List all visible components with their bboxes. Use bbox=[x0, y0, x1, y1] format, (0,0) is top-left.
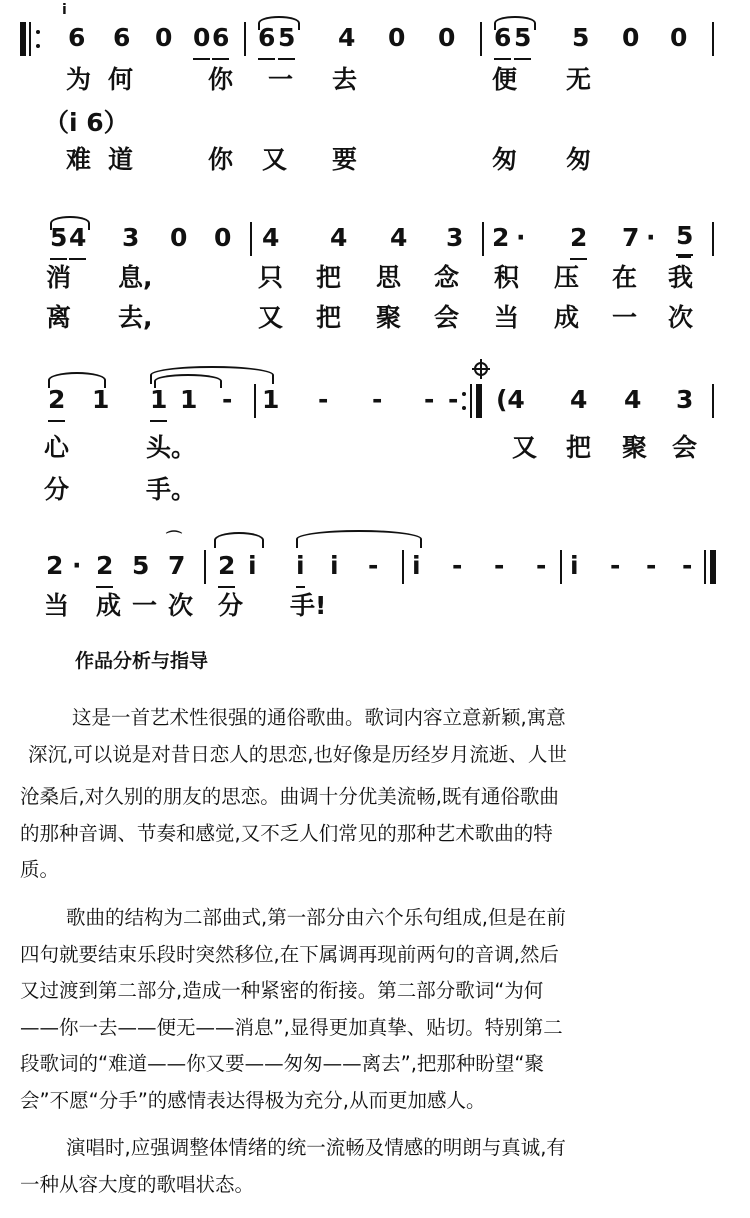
note: 0 bbox=[155, 23, 173, 52]
note: 4 bbox=[262, 223, 280, 252]
note: i bbox=[412, 551, 421, 580]
note: - bbox=[682, 551, 693, 580]
lyric: 难 bbox=[66, 145, 92, 174]
lyric: 去, bbox=[118, 303, 153, 332]
note: 5 bbox=[676, 218, 693, 256]
barline bbox=[480, 22, 482, 56]
lyric: 一 bbox=[132, 591, 158, 620]
note: - bbox=[222, 385, 233, 414]
lyrics-verse-1 bbox=[0, 60, 750, 100]
note: i bbox=[248, 551, 257, 580]
dot: · bbox=[72, 551, 82, 580]
high-octave-mark: i bbox=[62, 2, 67, 18]
paragraph-line: 会”不愿“分手”的感情表达得极为充分,从而更加感人。 bbox=[20, 1088, 486, 1112]
barline bbox=[712, 22, 714, 56]
note: 0 bbox=[438, 23, 456, 52]
lyric: 积 bbox=[494, 263, 520, 292]
lyric: 只 bbox=[258, 263, 284, 292]
lyric: 又 bbox=[258, 303, 284, 332]
paragraph-line: 这是一首艺术性很强的通俗歌曲。歌词内容立意新颖,寓意 bbox=[72, 706, 566, 729]
note: 0 bbox=[214, 223, 232, 252]
lyric: 又 bbox=[262, 145, 288, 174]
lyrics-verse-2 bbox=[0, 298, 750, 338]
repeat-dot bbox=[36, 30, 40, 34]
note: - bbox=[448, 385, 459, 414]
note: - bbox=[536, 551, 547, 580]
note: 5 bbox=[132, 551, 150, 580]
barline bbox=[250, 222, 252, 256]
section-heading: 作品分析与指导 bbox=[75, 650, 209, 672]
note: - bbox=[646, 551, 657, 580]
note: 0 bbox=[622, 23, 640, 52]
repeat-start-barline bbox=[20, 22, 26, 56]
lyric: 把 bbox=[566, 433, 592, 462]
lyric: 匆 bbox=[492, 145, 518, 174]
paragraph-line: 演唱时,应强调整体情绪的统一流畅及情感的明朗与真诚,有 bbox=[66, 1136, 566, 1159]
lyric: 一 bbox=[268, 65, 294, 94]
lyric: 当 bbox=[494, 303, 520, 332]
repeat-dot bbox=[462, 406, 466, 410]
note: 4 bbox=[624, 385, 642, 414]
lyric: 息, bbox=[118, 263, 153, 292]
note: 7 bbox=[168, 551, 186, 580]
lyrics-verse-2 bbox=[0, 140, 750, 180]
lyric: 次 bbox=[168, 591, 194, 620]
paragraph-line: 深沉,可以说是对昔日恋人的思恋,也好像是历经岁月流逝、人世 bbox=[28, 742, 567, 766]
note: 2 bbox=[218, 546, 235, 588]
note: 6 bbox=[494, 18, 511, 60]
paragraph-line: 四句就要结束乐段时突然移位,在下属调再现前两句的音调,然后 bbox=[20, 942, 559, 966]
lyric: 手! bbox=[290, 591, 327, 620]
score-line-3 bbox=[0, 380, 750, 420]
dot: · bbox=[646, 223, 656, 252]
lyric: 聚 bbox=[376, 303, 402, 332]
note: 4 bbox=[570, 385, 588, 414]
lyrics-verse-1 bbox=[0, 428, 750, 468]
note: 2 bbox=[46, 551, 64, 580]
lyric: 会 bbox=[672, 433, 698, 462]
lyric: 消 bbox=[46, 263, 72, 292]
note: - bbox=[424, 385, 435, 414]
lyric: 念 bbox=[434, 263, 460, 292]
note: 5 bbox=[50, 218, 67, 260]
paragraph-1 bbox=[20, 700, 732, 889]
alternate-notes: （i 6） bbox=[44, 108, 129, 137]
lyric: 思 bbox=[376, 263, 402, 292]
note: (4 bbox=[496, 385, 525, 414]
note: 6 bbox=[68, 23, 86, 52]
lyric: 去 bbox=[332, 65, 358, 94]
note: 2 bbox=[492, 223, 510, 252]
lyric: 我 bbox=[668, 263, 694, 292]
coda-icon bbox=[470, 358, 492, 380]
lyric: 你 bbox=[208, 145, 234, 174]
note: 6 bbox=[258, 18, 275, 60]
final-barline bbox=[710, 550, 716, 584]
barline bbox=[254, 384, 256, 418]
repeat-dot bbox=[462, 392, 466, 396]
note: 5 bbox=[514, 18, 531, 60]
lyric: 当 bbox=[44, 591, 70, 620]
barline bbox=[704, 550, 706, 584]
repeat-dot bbox=[36, 44, 40, 48]
score-line-4 bbox=[0, 529, 750, 586]
lyrics-verse-2 bbox=[0, 470, 750, 510]
lyric: 把 bbox=[316, 263, 342, 292]
note: 1 bbox=[180, 385, 198, 414]
lyrics-verse-final bbox=[0, 586, 750, 626]
lyric: 匆 bbox=[566, 145, 592, 174]
lyric: 又 bbox=[512, 433, 538, 462]
note: 1 bbox=[150, 380, 167, 422]
lyric: 在 bbox=[612, 263, 638, 292]
barline bbox=[482, 222, 484, 256]
lyric: 成 bbox=[554, 303, 580, 332]
lyric: 手。 bbox=[146, 475, 197, 504]
lyric: 一 bbox=[612, 303, 638, 332]
lyric: 无 bbox=[566, 65, 592, 94]
paragraph-3 bbox=[20, 1130, 732, 1203]
note: 1 bbox=[262, 385, 280, 414]
note: 3 bbox=[122, 223, 140, 252]
lyric: 次 bbox=[668, 303, 694, 332]
paragraph-line: 段歌词的“难道——你又要——匆匆——离去”,把那种盼望“聚 bbox=[20, 1052, 545, 1075]
note: 5 bbox=[278, 18, 295, 60]
note: i bbox=[330, 551, 339, 580]
note: - bbox=[372, 385, 383, 414]
barline bbox=[204, 550, 206, 584]
note: 6 bbox=[113, 23, 131, 52]
lyric: 成 bbox=[96, 591, 122, 620]
note: 2 bbox=[570, 218, 587, 260]
barline bbox=[470, 384, 472, 418]
barline bbox=[244, 22, 246, 56]
note: 5 bbox=[572, 23, 590, 52]
lyric: 何 bbox=[108, 65, 134, 94]
lyric: 你 bbox=[208, 65, 234, 94]
note: 0 bbox=[670, 23, 688, 52]
paragraph-line: 一种从容大度的歌唱状态。 bbox=[20, 1172, 255, 1196]
note: 7 bbox=[622, 223, 640, 252]
note: 4 bbox=[330, 223, 348, 252]
lyric: 要 bbox=[332, 145, 358, 174]
note: - bbox=[610, 551, 621, 580]
barline bbox=[560, 550, 562, 584]
slur bbox=[296, 530, 422, 548]
barline bbox=[712, 384, 714, 418]
paragraph-line: 又过渡到第二部分,造成一种紧密的衔接。第二部分歌词“为何 bbox=[20, 979, 544, 1002]
note: 6 bbox=[212, 18, 229, 60]
note: 2 bbox=[96, 546, 113, 588]
lyrics-verse-1 bbox=[0, 258, 750, 298]
lyric: 便 bbox=[492, 65, 518, 94]
note: 0 bbox=[388, 23, 406, 52]
lyric: 为 bbox=[66, 65, 92, 94]
note: 1 bbox=[92, 385, 110, 414]
paragraph-line: 歌曲的结构为二部曲式,第一部分由六个乐句组成,但是在前 bbox=[66, 906, 566, 929]
note: 4 bbox=[338, 23, 356, 52]
dot: · bbox=[516, 223, 526, 252]
paragraph-line: ——你一去——便无——消息”,显得更加真挚、贴切。特别第二 bbox=[20, 1015, 563, 1039]
note: 2 bbox=[48, 380, 65, 422]
repeat-end-barline bbox=[476, 384, 482, 418]
note: 3 bbox=[676, 385, 694, 414]
lyric: 压 bbox=[554, 263, 580, 292]
note: - bbox=[494, 551, 505, 580]
lyric: 分 bbox=[44, 475, 70, 504]
barline bbox=[402, 550, 404, 584]
lyric: 分 bbox=[218, 591, 244, 620]
lyric: 聚 bbox=[622, 433, 648, 462]
barline bbox=[712, 222, 714, 256]
lyric: 把 bbox=[316, 303, 342, 332]
paragraph-line: 质。 bbox=[20, 858, 60, 881]
alt-notes-line bbox=[0, 103, 750, 143]
note: - bbox=[452, 551, 463, 580]
barline bbox=[29, 22, 31, 56]
note: - bbox=[318, 385, 329, 414]
note: 4 bbox=[390, 223, 408, 252]
score-line-1 bbox=[0, 2, 750, 58]
note: i bbox=[296, 546, 305, 588]
paragraph-line: 沧桑后,对久别的朋友的思恋。曲调十分优美流畅,既有通俗歌曲 bbox=[20, 785, 559, 808]
note: 0 bbox=[193, 18, 210, 60]
lyric: 头。 bbox=[146, 433, 197, 462]
note: 4 bbox=[69, 218, 86, 260]
lyric: 心 bbox=[44, 433, 70, 462]
note: 3 bbox=[446, 223, 464, 252]
note: 0 bbox=[170, 223, 188, 252]
lyric: 会 bbox=[434, 303, 460, 332]
fermata-icon: ⌒ bbox=[166, 529, 183, 548]
note: i bbox=[570, 551, 579, 580]
note: - bbox=[368, 551, 379, 580]
paragraph-2 bbox=[20, 900, 732, 1119]
paragraph-line: 的那种音调、节奏和感觉,又不乏人们常见的那种艺术歌曲的特 bbox=[20, 821, 553, 845]
score-line-2 bbox=[0, 218, 750, 258]
lyric: 离 bbox=[46, 303, 72, 332]
lyric: 道 bbox=[108, 145, 134, 174]
